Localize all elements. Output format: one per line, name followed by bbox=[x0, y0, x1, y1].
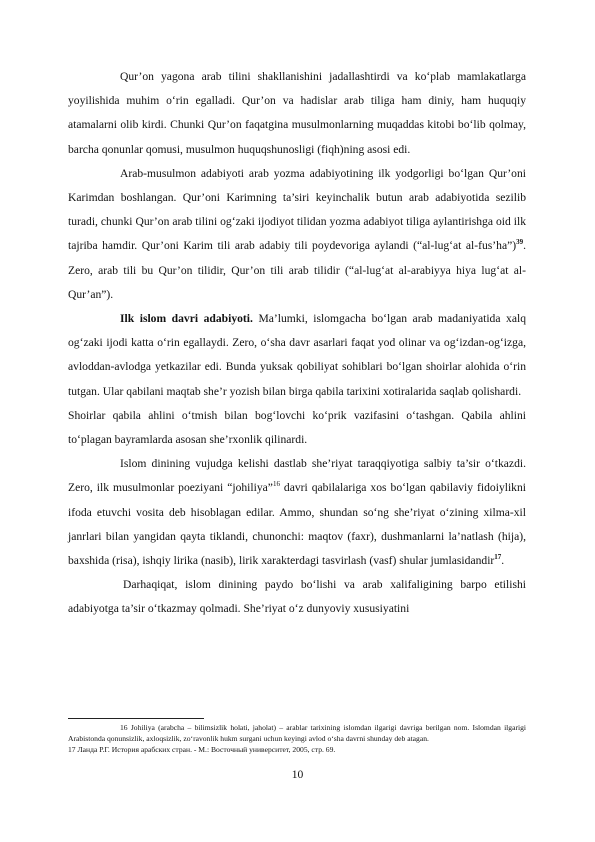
page-number: 10 bbox=[291, 768, 304, 781]
paragraph-2-text-a: Arab-musulmon adabiyoti arab yozma adabiyotining ilk yodgorligi bo‘lgan Qur’oni Karimdan boshlangan. Qur’oni Karimning ta’siri keyinchalik butun arab adabiyotida sezilib turadi, chunki Qur’on arab tilini og‘zaki ijodiyot tilidan yozma adabiyot tiliga aylantirishga oid ilk tajriba hamdir. Qur’oni Karim tili arab adabiy tili poydevoriga aylandi (“al-lug‘at al-fus’ha”) bbox=[68, 166, 526, 253]
footnote-17: 17 Ланда Р.Г. История арабских стран. - М.: Восточный университет, 2005, стр. 69. bbox=[68, 745, 336, 755]
paragraph-5-text-c: . bbox=[501, 554, 505, 568]
footnote-separator bbox=[68, 718, 204, 719]
paragraph-3-text: Ma’lumki, islomgacha bo‘lgan arab madaniyatida xalq og‘zaki ijodi katta o‘rin egallaydi. Zero, o‘sha davr asarlari faqat yod olinar va og‘izdan-og‘izga, avloddan-avlodga yetkazilar edi. Bunda yuksak qobiliyat sohiblari bo‘lgan shoirlar alohida o‘rin tutgan. Ular qabilani maqtab she’r yozish bilan birga qabila tarixini xotiralarida saqlab qolishardi. bbox=[68, 312, 526, 398]
footnotes bbox=[68, 722, 526, 756]
paragraph-4: Shoirlar qabila ahlini o‘tmish bilan bog‘lovchi ko‘prik vazifasini o‘tashgan. Qabila ahlini to‘plagan bayramlarda asosan she’rxonlik qilinardi. bbox=[68, 408, 526, 447]
footnote-ref-16: 16 bbox=[272, 480, 280, 489]
paragraph-1: Qur’on yagona arab tilini shakllanishini jadallashtirdi va ko‘plab mamlakatlarga yoyilishida muhim o‘rin egalladi. Qur’on va hadislar arab tiliga ham diniy, ham huquqiy atamalarni olib kirdi. Chunki Qur’on faqatgina musulmonlarning muqaddas kitobi bo‘lib qolmay, barcha qonunlar qomusi, musulmon huquqshunosligi (fiqh)ning asosi edi. bbox=[68, 70, 526, 156]
section-heading-ilk-islom: Ilk islom davri adabiyoti. bbox=[120, 312, 253, 326]
footnote-ref-39: 39 bbox=[516, 238, 524, 247]
body-text bbox=[68, 65, 526, 622]
paragraph-5-text-b: davri qabilalariga xos bo‘lgan qabilaviy fidoiylikni ifoda etuvchi vosita deb hisoblagan edilar. Ammo, shundan so‘ng she’riyat o‘zining xilma-xil janrlari bilan yangidan qayta tiklandi, chunonchi: maqtov (faxr), dushmanlarni la’natlash (hija), baxshida (risa), ishqiy lirika (nasib), lirik xarakterdagi tasvirlash (vasf) shular jumlasidandir bbox=[68, 481, 526, 568]
paragraph-2 bbox=[68, 162, 526, 307]
paragraph-6: Darhaqiqat, islom dinining paydo bo‘lishi va arab xalifaligining barpo etilishi adabiyotga ta’sir o‘tkazmay qolmadi. She’riyat o‘z dunyoviy xususiyatini bbox=[68, 578, 526, 616]
footnote-16: 16 Johiliya (arabcha – bilimsizlik holati, jaholat) – arablar tarixining islomdan ilgarigi davriga berilgan nom. Islomdan ilgarigi Arabistonda qonunsizlik, axloqsizlik, zo‘ravonlik hukm surgani uchun keyingi avlod o‘sha davrni shunday deb atagan. bbox=[68, 723, 526, 744]
paragraph-5-text-a: Islom dinining vujudga kelishi dastlab she’riyat taraqqiyotiga salbiy ta’sir o‘tkazdi. Zero, ilk musulmonlar poeziyani “johiliya” bbox=[68, 457, 526, 495]
paragraph-2-text-b: . Zero, arab tili bu Qur’on tilidir, Qur’on tili arab tilidir (“al-lug‘at al-arabiyya hiya lug‘at al-Qur’an”). bbox=[68, 239, 526, 301]
paragraph-5 bbox=[68, 452, 526, 573]
paragraph-3 bbox=[68, 307, 526, 404]
footnote-ref-17: 17 bbox=[494, 553, 502, 562]
